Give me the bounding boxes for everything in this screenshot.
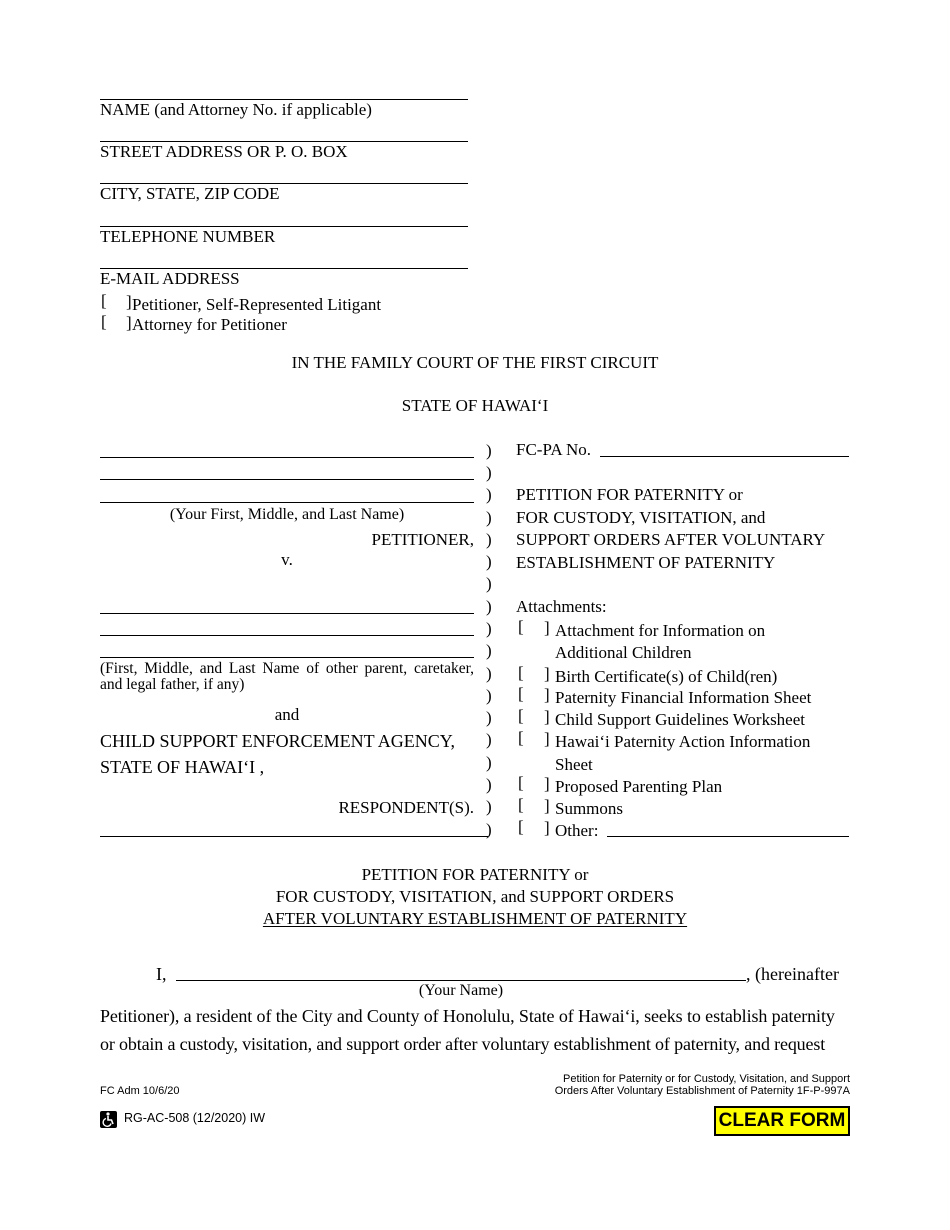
form-title-footer-2: Orders After Voluntary Establishment of Paternity 1F-P-997A xyxy=(554,1085,850,1097)
caption-paren: ) xyxy=(486,441,492,460)
your-name-label: (Your Name) xyxy=(418,982,504,999)
attachment-6: Proposed Parenting Plan xyxy=(555,777,723,796)
right-title-line-2: FOR CUSTODY, VISITATION, and xyxy=(516,508,766,527)
right-title-line-4: ESTABLISHMENT OF PATERNITY xyxy=(516,553,776,572)
court-heading: IN THE FAMILY COURT OF THE FIRST CIRCUIT xyxy=(291,353,659,372)
caption-paren: ) xyxy=(486,530,492,549)
attachment-1: Attachment for Information on xyxy=(555,621,766,640)
checkbox-bracket-close: ] xyxy=(126,313,132,332)
checkbox-bracket-open: [ xyxy=(518,706,524,725)
wheelchair-icon xyxy=(100,1111,117,1128)
caption-paren: ) xyxy=(486,619,492,638)
caption-paren: ) xyxy=(486,797,492,816)
attachment-8: Other: xyxy=(555,821,599,840)
checkbox-bracket-open: [ xyxy=(518,728,524,747)
checkbox-self-represented-label: Petitioner, Self-Represented Litigant xyxy=(132,295,382,314)
form-title-footer-1: Petition for Paternity or for Custody, Visitation, and Support xyxy=(563,1073,850,1085)
respondent-name-field-3[interactable] xyxy=(100,657,474,658)
respondent-name-field-2[interactable] xyxy=(100,635,474,636)
petitioner-name-field-1[interactable] xyxy=(100,457,474,458)
checkbox-bracket-open: [ xyxy=(518,817,524,836)
case-no-label: FC-PA No. xyxy=(516,440,591,459)
caption-paren: ) xyxy=(486,552,492,571)
and-label: and xyxy=(274,705,300,724)
versus-label: v. xyxy=(281,550,293,569)
attachment-other-field[interactable] xyxy=(607,836,849,837)
i-label: I, xyxy=(156,964,167,984)
attachment-5: Hawaiʻi Paternity Action Information xyxy=(555,732,811,751)
email-label: E-MAIL ADDRESS xyxy=(100,269,240,288)
attachment-1b: Additional Children xyxy=(555,643,692,662)
petition-title-line-1: PETITION FOR PATERNITY or xyxy=(361,865,589,884)
caption-paren: ) xyxy=(486,664,492,683)
checkbox-bracket-open: [ xyxy=(518,795,524,814)
caption-paren: ) xyxy=(486,708,492,727)
checkbox-bracket-close: ] xyxy=(544,729,550,748)
caption-paren: ) xyxy=(486,641,492,660)
attachment-2: Birth Certificate(s) of Child(ren) xyxy=(555,667,778,686)
petitioner-name-field-3[interactable] xyxy=(100,502,474,503)
petition-title-line-2: FOR CUSTODY, VISITATION, and SUPPORT ORDERS xyxy=(275,887,675,906)
caption-paren: ) xyxy=(486,775,492,794)
checkbox-bracket-open: [ xyxy=(518,773,524,792)
attachment-5b: Sheet xyxy=(555,755,593,774)
form-adm-code: FC Adm 10/6/20 xyxy=(100,1085,180,1097)
attachment-3: Paternity Financial Information Sheet xyxy=(555,688,812,707)
paragraph-line-2: or obtain a custody, visitation, and support order after voluntary establishment of paternity, and request xyxy=(100,1034,826,1054)
checkbox-bracket-open: [ xyxy=(101,312,107,331)
checkbox-bracket-close: ] xyxy=(126,292,132,311)
caption-paren: ) xyxy=(486,730,492,749)
caption-paren: ) xyxy=(486,574,492,593)
agency-line2: STATE OF HAWAIʻI , xyxy=(100,757,265,777)
state-heading: STATE OF HAWAIʻI xyxy=(401,396,549,415)
case-no-field[interactable] xyxy=(600,456,849,457)
telephone-label: TELEPHONE NUMBER xyxy=(100,227,276,246)
street-address-label: STREET ADDRESS OR P. O. BOX xyxy=(100,142,348,161)
caption-paren: ) xyxy=(486,686,492,705)
attachments-label: Attachments: xyxy=(516,597,607,616)
right-title-line-1: PETITION FOR PATERNITY or xyxy=(516,485,743,504)
checkbox-bracket-open: [ xyxy=(101,291,107,310)
rg-code: RG-AC-508 (12/2020) IW xyxy=(124,1111,266,1125)
caption-paren: ) xyxy=(486,597,492,616)
checkbox-bracket-close: ] xyxy=(544,685,550,704)
paragraph-line-1: Petitioner), a resident of the City and County of Honolulu, State of Hawaiʻi, seeks to establish paternity xyxy=(100,1006,835,1026)
checkbox-bracket-open: [ xyxy=(518,617,524,636)
attachment-7: Summons xyxy=(555,799,624,818)
checkbox-attorney-label: Attorney for Petitioner xyxy=(132,315,287,334)
checkbox-bracket-close: ] xyxy=(544,796,550,815)
checkbox-bracket-close: ] xyxy=(544,774,550,793)
checkbox-bracket-open: [ xyxy=(518,684,524,703)
checkbox-bracket-close: ] xyxy=(544,618,550,637)
attachment-4: Child Support Guidelines Worksheet xyxy=(555,710,805,729)
petitioner-name-label: (Your First, Middle, and Last Name) xyxy=(169,506,405,523)
caption-paren: ) xyxy=(486,463,492,482)
name-label: NAME (and Attorney No. if applicable) xyxy=(100,100,372,119)
right-title-line-3: SUPPORT ORDERS AFTER VOLUNTARY xyxy=(516,530,826,549)
caption-paren: ) xyxy=(486,820,492,839)
checkbox-bracket-open: [ xyxy=(518,663,524,682)
caption-paren: ) xyxy=(486,753,492,772)
agency-line1: CHILD SUPPORT ENFORCEMENT AGENCY, xyxy=(100,731,455,751)
hereinafter-label: , (hereinafter xyxy=(746,964,839,984)
city-state-zip-label: CITY, STATE, ZIP CODE xyxy=(100,184,280,203)
caption-paren: ) xyxy=(486,508,492,527)
clear-form-button[interactable]: CLEAR FORM xyxy=(714,1106,850,1136)
respondent-name-field-1[interactable] xyxy=(100,613,474,614)
checkbox-bracket-close: ] xyxy=(544,818,550,837)
checkbox-bracket-close: ] xyxy=(544,707,550,726)
petition-title-line-3: AFTER VOLUNTARY ESTABLISHMENT OF PATERNITY xyxy=(262,909,688,928)
checkbox-bracket-close: ] xyxy=(544,664,550,683)
petitioner-label: PETITIONER, xyxy=(371,530,474,549)
respondent-extra-field[interactable] xyxy=(100,836,488,837)
caption-paren: ) xyxy=(486,485,492,504)
respondents-label: RESPONDENT(S). xyxy=(338,798,474,817)
petitioner-name-field-2[interactable] xyxy=(100,479,474,480)
other-parent-label: (First, Middle, and Last Name of other parent, caretaker, and legal father, if any) xyxy=(100,660,474,693)
